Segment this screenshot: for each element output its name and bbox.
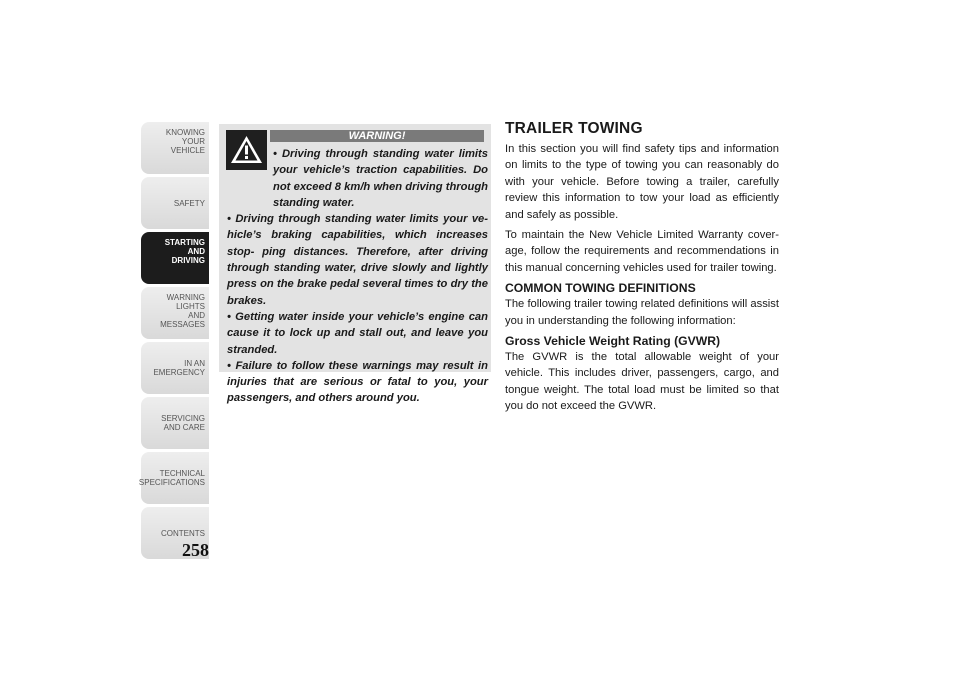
tab-label: TECHNICAL SPECIFICATIONS	[138, 469, 205, 487]
subsection-heading: COMMON TOWING DEFINITIONS	[505, 281, 696, 296]
paragraph: The following trailer towing related definitions will assist you in understanding the following information:	[505, 298, 779, 327]
tab-safety[interactable]	[141, 177, 209, 229]
main-content	[505, 120, 779, 419]
tab-warning-lights-and-messages[interactable]	[141, 287, 209, 339]
tab-starting-and-driving[interactable]	[141, 232, 209, 284]
warning-item: • Driving through standing water limits your ve- hicle’s braking capabilities, which increases stop- ping distances. Therefore, after driving through standing water, drive slowly and lightly press on the brake pedal several times to dry the brakes.	[227, 213, 488, 307]
tab-label: STARTING AND DRIVING	[164, 238, 205, 265]
warning-body	[227, 146, 488, 407]
warning-title: WARNING!	[270, 130, 484, 142]
tab-label: SERVICING AND CARE	[161, 414, 205, 432]
definition-heading: Gross Vehicle Weight Rating (GVWR)	[505, 334, 721, 349]
tab-label: WARNING LIGHTS AND MESSAGES	[160, 293, 205, 329]
page-number: 258	[182, 540, 209, 560]
tab-label: CONTENTS	[161, 528, 205, 538]
paragraph: In this section you will find safety tips and information on limits to the type of towing you can reasonably do with your vehicle. Before towing a trailer, carefully review this information to tow your load as efficiently and safely as possible.	[505, 143, 779, 221]
section-heading: TRAILER TOWING	[505, 120, 643, 137]
tab-knowing-your-vehicle[interactable]	[141, 122, 209, 174]
tab-label: SAFETY	[173, 198, 205, 208]
warning-box	[219, 124, 491, 405]
tab-servicing-and-care[interactable]	[141, 397, 209, 449]
warning-item: • Getting water inside your vehicle’s engine can cause it to lock up and stall out, and leave you stranded.	[227, 310, 488, 356]
tab-label: IN AN EMERGENCY	[153, 359, 205, 377]
paragraph: To maintain the New Vehicle Limited Warranty cover- age, follow the requirements and recommendations in this manual concerning vehicles used for trailer towing.	[505, 229, 779, 274]
tab-in-an-emergency[interactable]	[141, 342, 209, 394]
tab-technical-specifications[interactable]	[138, 452, 209, 504]
warning-item: • Failure to follow these warnings may result in injuries that are serious or fatal to you, your passengers, and others around you.	[227, 359, 488, 405]
paragraph: The GVWR is the total allowable weight of your vehicle. This includes driver, passengers, cargo, and tongue weight. The total load must be limited so that you do not exceed the GVWR.	[505, 351, 779, 413]
warning-item: • Driving through standing water limits your vehicle’s traction capabilities. Do not exceed 8 km/h when driving through standing water.	[273, 148, 488, 209]
side-navigation	[138, 122, 209, 562]
tab-label: KNOWING YOUR VEHICLE	[165, 128, 205, 155]
